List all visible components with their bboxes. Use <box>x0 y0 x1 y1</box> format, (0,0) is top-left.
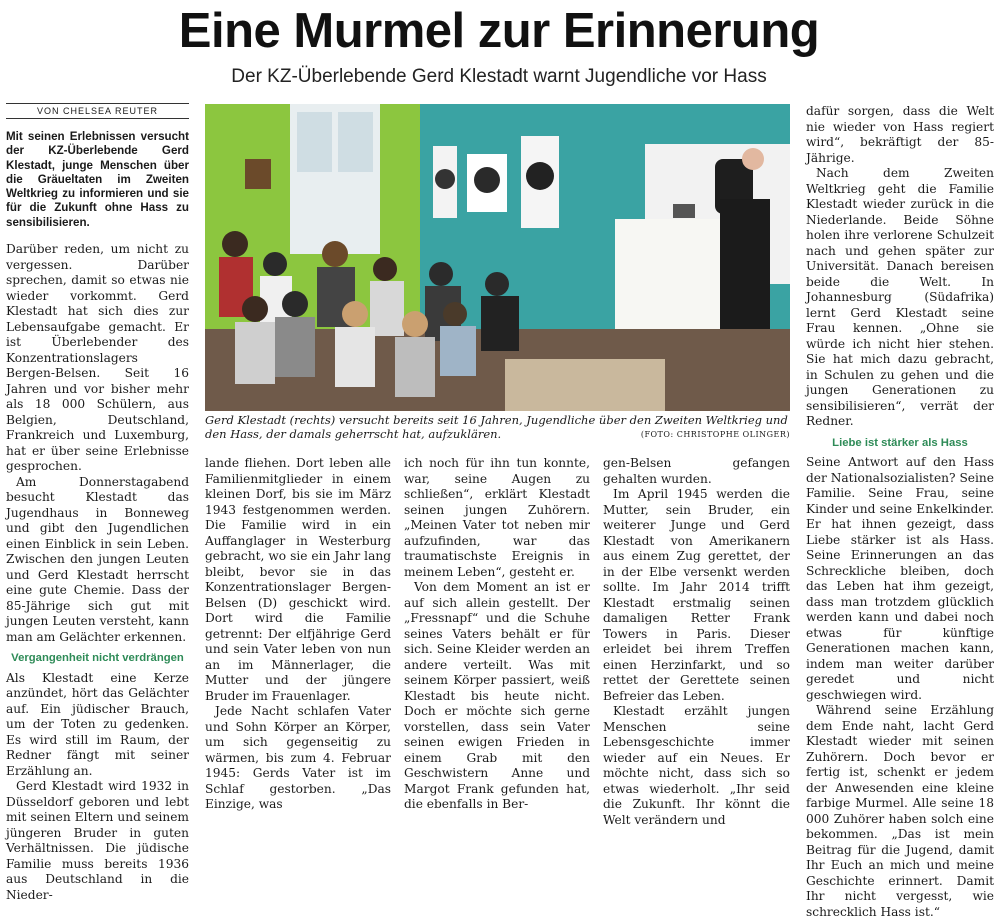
paragraph: Am Donnerstagabend besucht Klestadt das Jugendhaus in Bonneweg und gibt den Jugendlichen einen Einblick in sein Leben. Zwischen den jungen Leuten und Gerd Klestadt herrscht eine gute Chemie. Dass der 85-Jährige sich gut mit jungen Leuten versteht, kann man am Gelächter erkennen. <box>6 474 189 644</box>
paragraph: Im April 1945 werden die Mutter, sein Bruder, ein weiterer Junge und Gerd Klestadt von Amerikanern aus einem Zug gerettet, der in der Elbe versenkt werden sollte. Im Jahr 2014 trifft Klestadt erstmalig seinen damaligen Retter Frank Towers in Paris. Dieser erleidet bei ihrem Treffen einen Herzinfarkt, und so rettet der Gerettete seinen Befreier das Leben. <box>603 487 790 703</box>
column-1 <box>6 130 189 902</box>
paragraph: Während seine Erzählung dem Ende naht, lacht Gerd Klestadt wieder mit seinen Zuhörern. Doch bevor er fertig ist, schenkt er jedem der Anwesenden eine kleine farbige Murmel. Alle seine 18 000 Zuhörer haben solch eine bekommen. „Das ist mein Beitrag für die Jugend, damit Ihr Euch an mich und meine Geschichte erinnert. Damit Ihr nicht vergesst, wie schrecklich Hass ist.“ <box>806 703 994 919</box>
paragraph: Als Klestadt eine Kerze anzündet, hört das Gelächter auf. Ein jüdischer Brauch, um der Toten zu gedenken. Es wird still im Raum, der Redner fängt mit seiner Erzählung an. <box>6 670 189 778</box>
byline: VON CHELSEA REUTER <box>6 103 189 119</box>
subheadline: Der KZ-Überlebende Gerd Klestadt warnt Jugendliche vor Hass <box>231 66 767 87</box>
section-subheading: Liebe ist stärker als Hass <box>832 436 968 449</box>
column-4 <box>603 456 790 827</box>
column-5 <box>806 104 994 919</box>
article-photo <box>205 104 790 411</box>
paragraph: Gerd Klestadt wird 1932 in Düsseldorf geboren und lebt mit seinen Eltern und seinem jüngeren Bruder in guten Verhältnissen. Die jüdische Familie muss bereits 1936 aus Deutschland in die Nieder- <box>6 779 189 902</box>
paragraph: Von dem Moment an ist er auf sich allein gestellt. Der „Fressnapf“ und die Schuhe seines Vaters behält er für sich. Seine Kleider werden an andere verteilt. Was mit seinem Körper passiert, weiß Klestadt bis heute nicht. Doch er möchte sich gerne vorstellen, dass sein Vater seinen ewigen Frieden in einem Grab mit den Geschwistern Anne und Margot Frank gefunden hat, die ebenfalls in Ber- <box>404 580 590 811</box>
paragraph: Jede Nacht schlafen Vater und Sohn Körper an Körper, um sich gegenseitig zu wärmen, bis zum 4. Februar 1945: Gerds Vater ist im Schlaf gestorben. „Das Einzige, was <box>205 704 391 811</box>
section-subheading: Vergangenheit nicht verdrängen <box>11 652 184 665</box>
photo-caption <box>205 414 790 441</box>
paragraph: lande fliehen. Dort leben alle Familienmitglieder in einem kleinen Dorf, bis sie im März 1943 festgenommen werden. Die Familie wird in ein Auffanglager in Westerburg gebracht, wo sie ein Jahr lang bleibt, bevor sie in das Konzentrationslager Bergen-Belsen (D) geschickt wird. Dort wird die Familie getrennt: Der elfjährige Gerd und sein Vater leben von nun an im Männerlager, die Mutter und der jüngere Bruder im Frauenlager. <box>205 456 391 703</box>
lead-paragraph: Mit seinen Erlebnissen versucht der KZ-Überlebende Gerd Klestadt, junge Menschen über die Gräueltaten im Zweiten Weltkrieg zu informieren und sie für die Zukunft ohne Hass zu sensibilisieren. <box>6 130 189 229</box>
caption-text: Gerd Klestadt (rechts) versucht bereits seit 16 Jahren, Jugendliche über den Zweiten Weltkrieg und den Hass, der damals geherrscht hat, aufzuklären. <box>205 413 788 441</box>
paragraph: gen-Belsen gefangen gehalten wurden. <box>603 456 790 486</box>
photo-credit: (FOTO: CHRISTOPHE OLINGER) <box>640 429 790 439</box>
column-2 <box>205 456 391 811</box>
paragraph: ich noch für ihn tun konnte, war, seine Augen zu schließen“, erklärt Klestadt seinen jungen Zuhörern. „Meinen Vater tot neben mir aufzufinden, war das traumatischste Ereignis in meinem Leben“, gesteht er. <box>404 456 590 579</box>
headline: Eine Murmel zur Erinnerung <box>178 4 820 58</box>
paragraph: Nach dem Zweiten Weltkrieg geht die Familie Klestadt wieder zurück in die Niederlande. Beide Söhne holen ihre verlorene Schulzeit nach und gehen später zur Universität. Danach bereisen beide die Welt. In Johannesburg (Südafrika) lernt Gerd Klestadt seine Frau kennen. „Ohne sie würde ich nicht hier stehen. Sie hat mich dazu gebracht, in Schulen zu gehen und die jungen Generationen zu sensibilisieren“, verrät der Redner. <box>806 166 994 428</box>
paragraph: Klestadt erzählt jungen Menschen seine Lebensgeschichte immer wieder auf ein Neues. Er möchte nicht, dass sich so etwas wiederholt. „Ihr seid die Zukunft. Ihr könnt die Welt verändern und <box>603 704 790 827</box>
column-3 <box>404 456 590 811</box>
paragraph: Darüber reden, um nicht zu vergessen. Darüber sprechen, damit so etwas nie wieder vorkommt. Gerd Klestadt hat sich dies zur Lebensaufgabe gemacht. Er ist Überlebender des Konzentrationslagers Bergen-Belsen. Seit 16 Jahren und vor bisher mehr als 18 000 Schülern, aus Belgien, Deutschland, Frankreich und Luxemburg, hat er über seine Erlebnisse gesprochen. <box>6 242 189 474</box>
paragraph: Seine Antwort auf den Hass der Nationalsozialisten? Seine Familie. Seine Frau, seine Kinder und seine Enkelkinder. Er hat ihnen gezeigt, dass Liebe stärker ist als Hass. Seine Erinnerungen an das Schreckliche bleiben, doch das Leben hat ihm gezeigt, dass man trotzdem glücklich werden kann und dabei noch etwas für künftige Generationen machen kann, indem man weiter darüber geredet und nicht geschwiegen wird. <box>806 455 994 702</box>
paragraph: dafür sorgen, dass die Welt nie wieder von Hass regiert wird“, bekräftigt der 85-Jährige. <box>806 104 994 165</box>
lecture-photo-illustration <box>205 104 790 411</box>
